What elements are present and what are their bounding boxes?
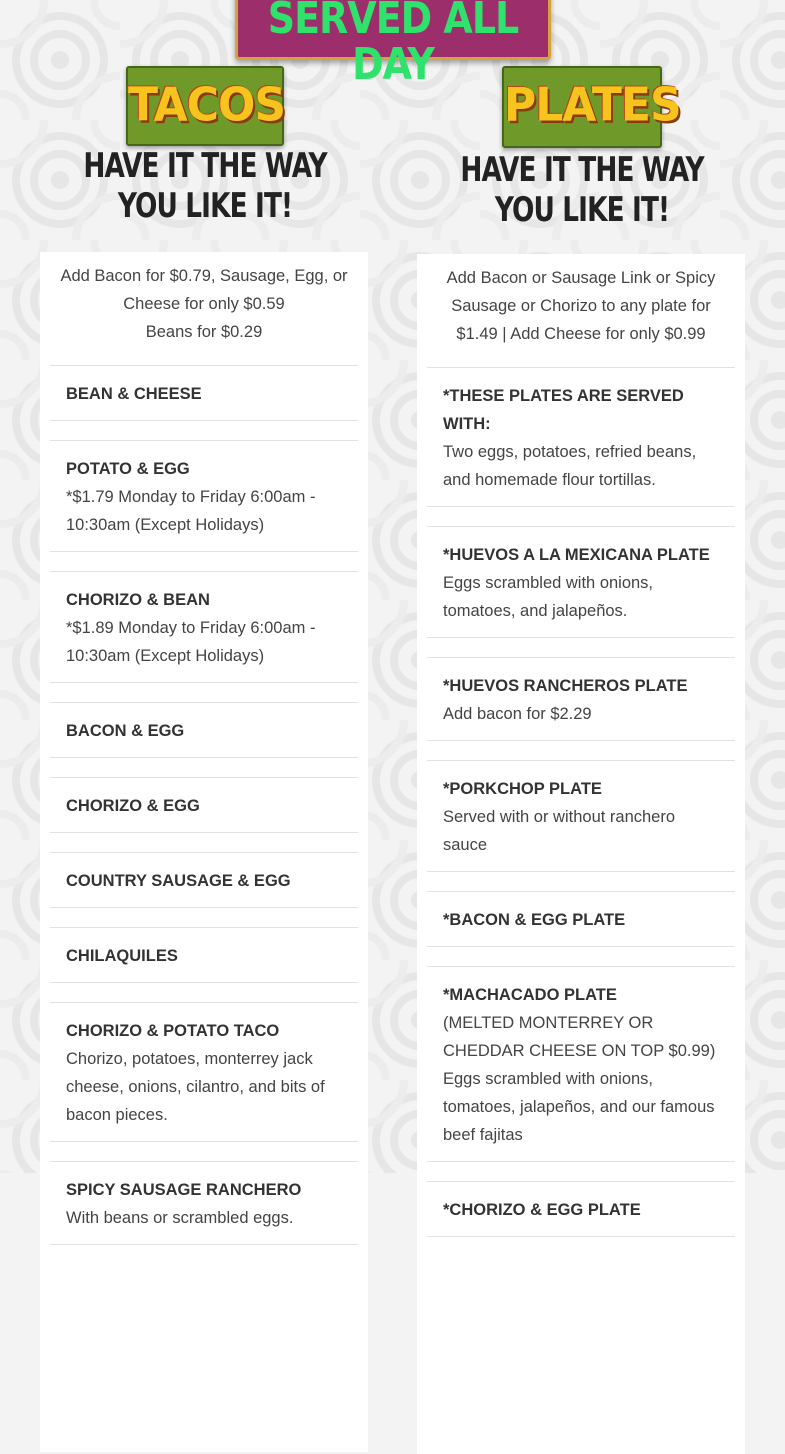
menu-item-name: BEAN & CHEESE: [66, 385, 202, 403]
tacos-column: [40, 62, 370, 1452]
menu-item: [50, 777, 358, 833]
menu-item-description: (MELTED MONTERREY OR CHEDDAR CHEESE ON TOP $0.99) Eggs scrambled with onions, tomatoes, jalapeños, and our famous beef fajitas: [443, 1014, 716, 1144]
menu-item: [427, 966, 735, 1162]
tacos-addons-note: [50, 262, 358, 346]
menu-item-description: Eggs scrambled with onions, tomatoes, and jalapeños.: [443, 574, 654, 620]
tacos-note-line: Add Bacon for $0.79, Sausage, Egg, or Cheese for only $0.59: [60, 267, 348, 313]
menu-item-name: *HUEVOS RANCHEROS PLATE: [443, 677, 688, 695]
menu-item: [50, 1161, 358, 1245]
menu-item-description: Served with or without ranchero sauce: [443, 808, 676, 854]
menu-item: [427, 367, 735, 507]
menu-item: [427, 526, 735, 638]
tacos-note-line: Beans for $0.29: [145, 323, 263, 341]
menu-item-description: Chorizo, potatoes, monterrey jack cheese, onions, cilantro, and bits of bacon pieces.: [66, 1050, 325, 1124]
menu-item-name: *MACHACADO PLATE: [443, 986, 617, 1004]
banner-text: SERVED ALL DAY: [267, 0, 519, 90]
menu-item-description: *$1.79 Monday to Friday 6:00am - 10:30am (Except Holidays): [66, 488, 316, 534]
menu-item: [427, 760, 735, 872]
plates-headline: HAVE IT THE WAY YOU LIKE IT!: [460, 150, 704, 230]
tacos-badge-text: TACOS: [128, 78, 286, 133]
plates-addons-note: [427, 264, 735, 348]
tacos-headline: HAVE IT THE WAY YOU LIKE IT!: [83, 146, 327, 226]
tacos-menu-panel: [40, 252, 368, 1452]
menu-item: [50, 571, 358, 683]
menu-item-name: CHORIZO & BEAN: [66, 591, 210, 609]
menu-item-name: *HUEVOS A LA MEXICANA PLATE: [443, 546, 710, 564]
menu-item-name: CHORIZO & POTATO TACO: [66, 1022, 280, 1040]
menu-item-name: BACON & EGG: [66, 722, 185, 740]
menu-item-name: *THESE PLATES ARE SERVED WITH:: [443, 387, 684, 433]
menu-item-description: With beans or scrambled eggs.: [66, 1209, 294, 1227]
menu-item-name: CHORIZO & EGG: [66, 797, 200, 815]
menu-item-name: *CHORIZO & EGG PLATE: [443, 1201, 641, 1219]
menu-item: [50, 852, 358, 908]
menu-item-name: SPICY SAUSAGE RANCHERO: [66, 1181, 302, 1199]
menu-item-name: *BACON & EGG PLATE: [443, 911, 626, 929]
menu-item: [427, 891, 735, 947]
menu-item-name: COUNTRY SAUSAGE & EGG: [66, 872, 291, 890]
menu-item-name: CHILAQUILES: [66, 947, 178, 965]
menu-item: [427, 657, 735, 741]
served-all-day-banner: [235, 0, 551, 90]
plates-note-line: Add Bacon or Sausage Link or Spicy Sausage or Chorizo to any plate for $1.49 | Add Cheese for only $0.99: [446, 269, 716, 343]
menu-item: [50, 702, 358, 758]
plates-badge-text: PLATES: [504, 78, 681, 133]
menu-item-description: Add bacon for $2.29: [443, 705, 592, 723]
menu-item: [50, 927, 358, 983]
menu-item: [50, 1002, 358, 1142]
menu-item: [50, 440, 358, 552]
plates-menu-panel: [417, 254, 745, 1454]
menu-item: [50, 365, 358, 421]
menu-item-name: *PORKCHOP PLATE: [443, 780, 602, 798]
menu-item: [427, 1181, 735, 1237]
plates-column: [417, 62, 747, 1454]
menu-item-name: POTATO & EGG: [66, 460, 190, 478]
menu-item-description: *$1.89 Monday to Friday 6:00am - 10:30am (Except Holidays): [66, 619, 316, 665]
menu-item-description: Two eggs, potatoes, refried beans, and homemade flour tortillas.: [443, 443, 697, 489]
